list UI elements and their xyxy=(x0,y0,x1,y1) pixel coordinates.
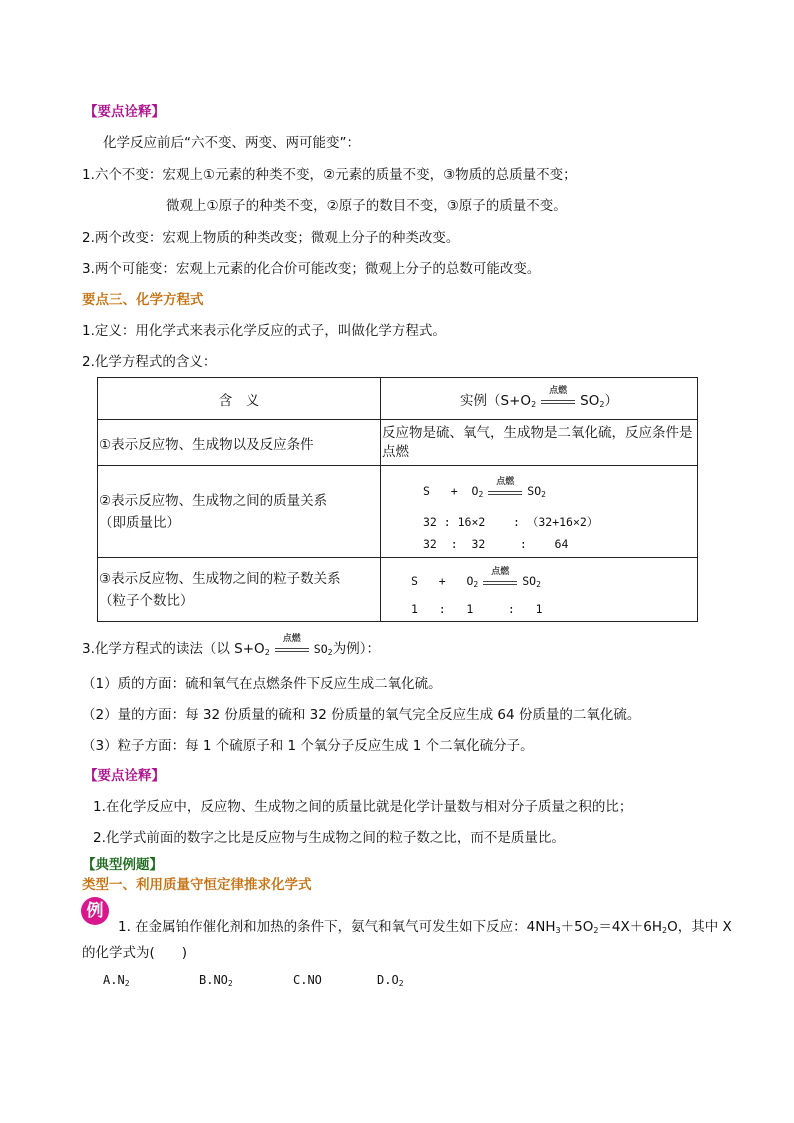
reading-intro-product-sub: 2 xyxy=(327,648,333,657)
row1-example xyxy=(381,420,698,466)
option-a-text: A.N xyxy=(103,973,125,987)
question-1-end: ＝4X＋6H xyxy=(598,919,662,935)
question-1-line2: 的化学式为( ) xyxy=(82,945,188,961)
key-points-header: 【要点诠释】 xyxy=(84,104,165,120)
six-unchanged-line: 1.六个不变：宏观上①元素的种类不变，②元素的质量不变，③物质的总质量不变； xyxy=(82,167,577,183)
row3-equations xyxy=(381,558,697,620)
reading-quantity-line: （2）量的方面：每 32 份质量的硫和 32 份质量的氧气完全反应生成 64 份质量的二氧化硫。 xyxy=(82,707,641,723)
option-d xyxy=(377,971,404,993)
reading-quality-line: （1）质的方面：硫和氧气在点燃条件下反应生成二氧化硫。 xyxy=(82,676,442,692)
reaction-arrow xyxy=(275,634,309,655)
row3-meaning-line1: ③表示反应物、生成物之间的粒子数关系 xyxy=(99,570,341,587)
header-product: SO xyxy=(580,392,600,409)
two-changes-line: 2.两个改变：宏观上物质的种类改变；微观上分子的种类改变。 xyxy=(82,230,460,246)
eq-sulfur: S xyxy=(423,484,430,498)
arrow-label: 点燃 xyxy=(282,634,301,644)
row2-example xyxy=(381,466,698,558)
option-b xyxy=(199,971,233,993)
reaction-arrow xyxy=(483,566,517,588)
reaction-arrow xyxy=(488,476,522,498)
row3-meaning xyxy=(98,558,381,622)
meaning-table xyxy=(97,377,698,622)
eq-sulfur: S xyxy=(411,574,418,588)
header-meaning-text: 含 义 xyxy=(218,392,260,409)
meaning-intro-line: 2.化学方程式的含义： xyxy=(82,354,217,370)
type-one-title: 类型一、利用质量守恒定律推求化学式 xyxy=(82,877,312,893)
header-example-text xyxy=(460,385,618,409)
micro-unchanged-line: 微观上①原子的种类不变，②原子的数目不变，③原子的质量不变。 xyxy=(166,198,567,214)
question-1-sub2: 2 xyxy=(593,926,599,935)
table-row xyxy=(98,420,698,466)
row1-meaning xyxy=(98,420,381,466)
header-close: ） xyxy=(604,392,618,409)
question-1-text: 1. 在金属铂作催化剂和加热的条件下，氨气和氧气可发生如下反应：4NH xyxy=(118,919,556,935)
row1-example-text: 反应物是硫、氧气，生成物是二氧化硫，反应条件是点燃 xyxy=(382,424,693,460)
eq-product-sub: 2 xyxy=(536,580,541,589)
key-points-header-2: 【要点诠释】 xyxy=(84,768,165,784)
table-row xyxy=(98,466,698,558)
option-a xyxy=(103,971,130,993)
header-example-pre: 实例（S+O xyxy=(460,392,532,409)
eq-product-sub: 2 xyxy=(541,490,546,499)
definition-line: 1.定义：用化学式来表示化学反应的式子，叫做化学方程式。 xyxy=(82,323,446,339)
mass-ratio-line2: 32 : 32 : 64 xyxy=(423,537,569,551)
option-b-text: B.NO xyxy=(199,973,228,987)
table-header-row xyxy=(98,378,698,420)
typical-examples-header: 【典型例题】 xyxy=(82,857,163,873)
header-meaning xyxy=(98,378,381,420)
question-1-mid: ＋5O xyxy=(560,919,594,935)
eq-plus: + xyxy=(450,484,458,498)
row2-equations xyxy=(381,466,697,556)
section-three-title: 要点三、化学方程式 xyxy=(82,292,204,308)
question-1-end2: O，其中 X xyxy=(667,919,732,935)
question-1-sub3: 2 xyxy=(662,926,668,935)
row3-equation xyxy=(411,566,541,589)
row1-meaning-text: ①表示反应物、生成物以及反应条件 xyxy=(99,436,314,453)
example-badge-icon: 例 xyxy=(81,897,109,925)
arrow-label: 点燃 xyxy=(496,476,515,487)
option-c xyxy=(293,971,322,989)
note-line-1: 1.在化学反应中，反应物、生成物之间的质量比就是化学计量数与相对分子质量之积的比； xyxy=(93,799,633,815)
header-sub: 2 xyxy=(531,399,537,409)
eq-product: SO xyxy=(522,574,537,588)
question-1-line1 xyxy=(118,918,732,940)
eq-product: SO xyxy=(527,484,542,498)
option-d-sub: 2 xyxy=(398,979,404,988)
eq-oxygen-sub: 2 xyxy=(473,580,479,589)
row2-meaning-line1: ②表示反应物、生成物之间的质量关系 xyxy=(99,492,328,509)
option-b-sub: 2 xyxy=(227,979,233,988)
two-possible-changes-line: 3.两个可能变：宏观上元素的化合价可能改变；微观上分子的总数可能改变。 xyxy=(82,261,541,277)
mass-ratio-line1: 32 : 16×2 : （32+16×2） xyxy=(423,515,599,529)
table-row xyxy=(98,558,698,622)
row2-equation xyxy=(423,476,546,499)
eq-oxygen-sub: 2 xyxy=(478,490,484,499)
option-d-text: D.O xyxy=(377,973,399,987)
row3-example xyxy=(381,558,698,622)
eq-plus: + xyxy=(438,574,446,588)
option-a-sub: 2 xyxy=(124,979,130,988)
reaction-arrow xyxy=(541,385,575,407)
header-example xyxy=(381,378,698,420)
reading-intro-end: 为例）： xyxy=(332,641,380,657)
question-1-sub1: 3 xyxy=(555,926,561,935)
row3-meaning-line2: （粒子个数比） xyxy=(99,592,194,609)
arrow-label: 点燃 xyxy=(491,566,510,577)
reading-intro-product: SO xyxy=(313,642,328,656)
reading-intro-line xyxy=(82,634,380,662)
row2-meaning-line2: （即质量比） xyxy=(99,514,180,531)
reading-intro-pre: 3.化学方程式的读法（以 S+O xyxy=(82,641,265,657)
arrow-label: 点燃 xyxy=(549,385,568,396)
option-c-text: C.NO xyxy=(293,973,322,987)
particle-ratio-line: 1 : 1 : 1 xyxy=(411,602,543,616)
intro-line: 化学反应前后“六不变、两变、两可能变”： xyxy=(103,135,360,151)
reading-intro-sub: 2 xyxy=(264,648,270,657)
eq-oxygen: O xyxy=(471,484,479,498)
reading-particle-line: （3）粒子方面：每 1 个硫原子和 1 个氧分子反应生成 1 个二氧化硫分子。 xyxy=(82,738,534,754)
row2-meaning xyxy=(98,466,381,558)
header-product-sub: 2 xyxy=(599,399,605,409)
eq-oxygen: O xyxy=(466,574,474,588)
note-line-2: 2.化学式前面的数字之比是反应物与生成物之间的粒子数之比，而不是质量比。 xyxy=(93,830,565,846)
